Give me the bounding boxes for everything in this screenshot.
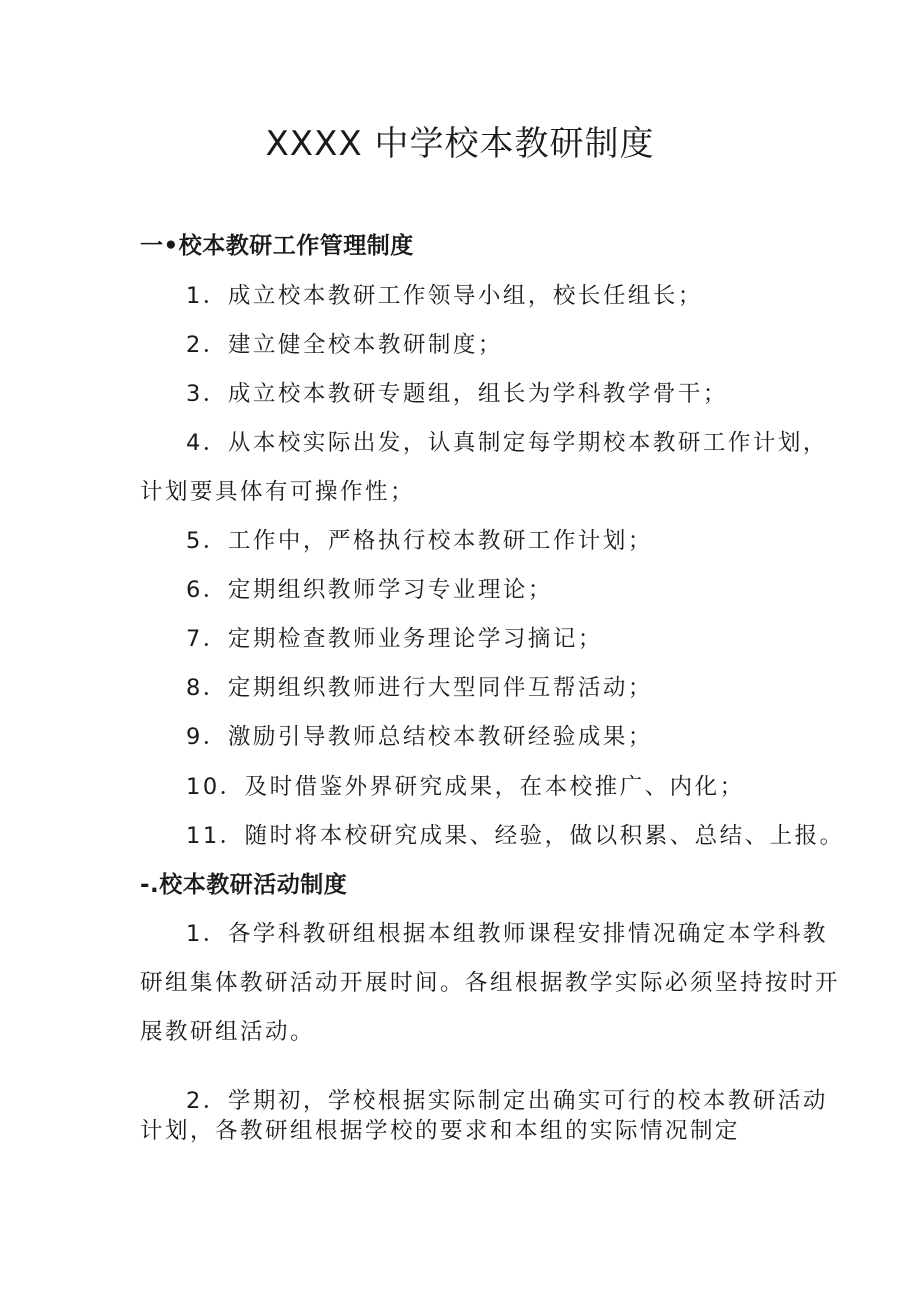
- list-item: 6．定期组织教师学习专业理论；: [186, 577, 553, 603]
- list-item-continuation: 计划要具体有可操作性；: [140, 479, 416, 505]
- list-item: 8．定期组织教师进行大型同伴互帮活动；: [186, 675, 653, 701]
- section-heading: -.校本教研活动制度: [140, 872, 348, 898]
- list-item-continuation: 研组集体教研活动开展时间。各组根据教学实际必须坚持按时开: [140, 970, 841, 996]
- list-item: 10．及时借鉴外界研究成果，在本校推广、内化；: [186, 774, 745, 800]
- section-heading: 一•校本教研工作管理制度: [140, 233, 414, 259]
- list-item: 1．成立校本教研工作领导小组，校长任组长；: [186, 283, 703, 309]
- list-item: 5．工作中，严格执行校本教研工作计划；: [186, 528, 653, 554]
- list-item: 11．随时将本校研究成果、经验，做以积累、总结、上报。: [186, 823, 845, 849]
- list-item: 1．各学科教研组根据本组教师课程安排情况确定本学科教: [186, 921, 828, 947]
- document-title: XXXX 中学校本教研制度: [265, 124, 655, 164]
- list-item: 9．激励引导教师总结校本教研经验成果；: [186, 724, 653, 750]
- list-item: 3．成立校本教研专题组，组长为学科教学骨干；: [186, 381, 728, 407]
- list-item: 7．定期检查教师业务理论学习摘记；: [186, 626, 603, 652]
- list-item: 4．从本校实际出发，认真制定每学期校本教研工作计划，: [186, 430, 828, 456]
- list-item: 2．建立健全校本教研制度；: [186, 332, 503, 358]
- list-item-continuation: 展教研组活动。: [140, 1019, 316, 1045]
- list-item: 2．学期初，学校根据实际制定出确实可行的校本教研活动: [186, 1088, 828, 1114]
- list-item-continuation: 计划，各教研组根据学校的要求和本组的实际情况制定: [140, 1118, 741, 1144]
